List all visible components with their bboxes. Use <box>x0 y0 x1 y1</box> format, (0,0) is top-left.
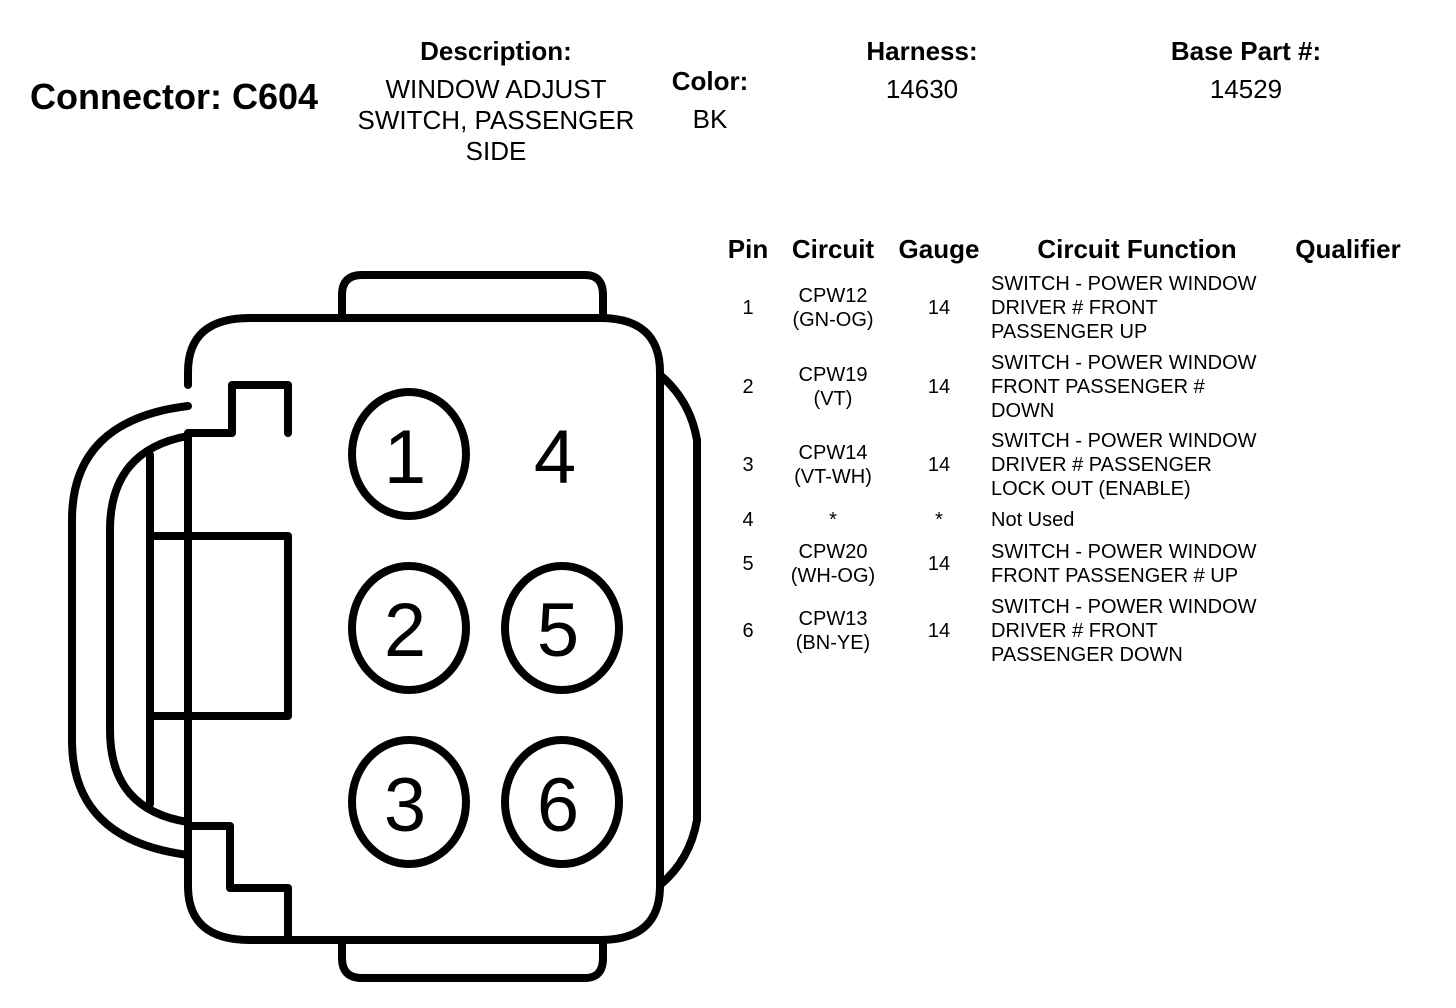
circuit-color: (VT) <box>813 388 853 410</box>
function-line: DRIVER # PASSENGER <box>991 454 1212 476</box>
gauge-cell: 14 <box>927 553 951 575</box>
function-line: DOWN <box>991 400 1055 422</box>
function-line: FRONT PASSENGER # <box>991 376 1205 398</box>
bottom-latch <box>342 940 603 978</box>
circuit-id: CPW13 <box>798 608 868 630</box>
circuit-function-cell <box>991 351 1257 423</box>
pin-1-label: 1 <box>383 415 427 500</box>
color-label: Color: <box>671 66 749 96</box>
description-label: Description: <box>420 36 572 66</box>
gauge-cell: 14 <box>927 376 951 398</box>
circuit-cell <box>768 508 898 532</box>
function-line: PASSENGER DOWN <box>991 644 1183 666</box>
circuit-color: (WH-OG) <box>790 565 876 587</box>
pin-2-label: 2 <box>383 588 427 673</box>
column-header-circuit-function: Circuit Function <box>1037 234 1237 264</box>
circuit-function-cell <box>991 508 1074 532</box>
pin-cell: 4 <box>742 509 754 531</box>
function-line: LOCK OUT (ENABLE) <box>991 478 1191 500</box>
right-bumper <box>660 375 697 885</box>
description-line: WINDOW ADJUST <box>385 74 607 104</box>
description-line: SIDE <box>465 136 527 166</box>
circuit-function-cell <box>991 595 1257 667</box>
function-line: SWITCH - POWER WINDOW <box>991 352 1257 374</box>
circuit-id: CPW19 <box>798 364 868 386</box>
column-header-gauge: Gauge <box>898 234 980 264</box>
base-part-value: 14529 <box>1209 74 1283 104</box>
description-line: SWITCH, PASSENGER <box>357 105 635 135</box>
function-line: SWITCH - POWER WINDOW <box>991 596 1257 618</box>
pin-5-label: 5 <box>536 588 580 673</box>
pin-4-label: 4 <box>533 415 577 500</box>
function-line: SWITCH - POWER WINDOW <box>991 430 1257 452</box>
circuit-color: (GN-OG) <box>792 309 874 331</box>
circuit-function-cell <box>991 429 1257 501</box>
pin-cell: 6 <box>742 620 754 642</box>
gauge-cell: 14 <box>927 454 951 476</box>
circuit-function-cell <box>991 272 1257 344</box>
gauge-cell: 14 <box>927 297 951 319</box>
harness-value: 14630 <box>885 74 959 104</box>
function-line: PASSENGER UP <box>991 321 1148 343</box>
gauge-cell: 14 <box>927 620 951 642</box>
circuit-color: (BN-YE) <box>795 632 871 654</box>
circuit-id: * <box>829 509 837 531</box>
function-line: DRIVER # FRONT <box>991 620 1158 642</box>
pin-cell: 3 <box>742 454 754 476</box>
circuit-color: (VT-WH) <box>794 466 872 488</box>
circuit-cell <box>768 607 898 655</box>
function-line: SWITCH - POWER WINDOW <box>991 541 1257 563</box>
circuit-id: CPW12 <box>798 285 868 307</box>
function-line: Not Used <box>991 509 1075 531</box>
circuit-cell <box>768 284 898 332</box>
gauge-cell: * <box>935 509 943 531</box>
pin-3-label: 3 <box>383 763 427 848</box>
pin-cell: 1 <box>742 297 754 319</box>
circuit-cell <box>768 363 898 411</box>
connector-title: Connector: C604 <box>30 76 319 117</box>
circuit-cell <box>768 441 898 489</box>
pin-6-label: 6 <box>536 763 580 848</box>
top-latch <box>342 275 603 315</box>
color-value: BK <box>692 104 728 134</box>
function-line: FRONT PASSENGER # UP <box>991 565 1239 587</box>
harness-label: Harness: <box>866 36 978 66</box>
column-header-circuit: Circuit <box>791 234 875 264</box>
function-line: DRIVER # FRONT <box>991 297 1158 319</box>
function-line: SWITCH - POWER WINDOW <box>991 273 1257 295</box>
pin-cell: 5 <box>742 553 754 575</box>
pin-cell: 2 <box>742 376 754 398</box>
circuit-function-cell <box>991 540 1257 588</box>
circuit-cell <box>768 540 898 588</box>
circuit-id: CPW14 <box>798 442 868 464</box>
base-part-label: Base Part #: <box>1170 36 1322 66</box>
circuit-id: CPW20 <box>798 541 868 563</box>
column-header-pin: Pin <box>727 234 769 264</box>
column-header-qualifier: Qualifier <box>1295 234 1401 264</box>
connector-face-diagram <box>0 0 720 1008</box>
